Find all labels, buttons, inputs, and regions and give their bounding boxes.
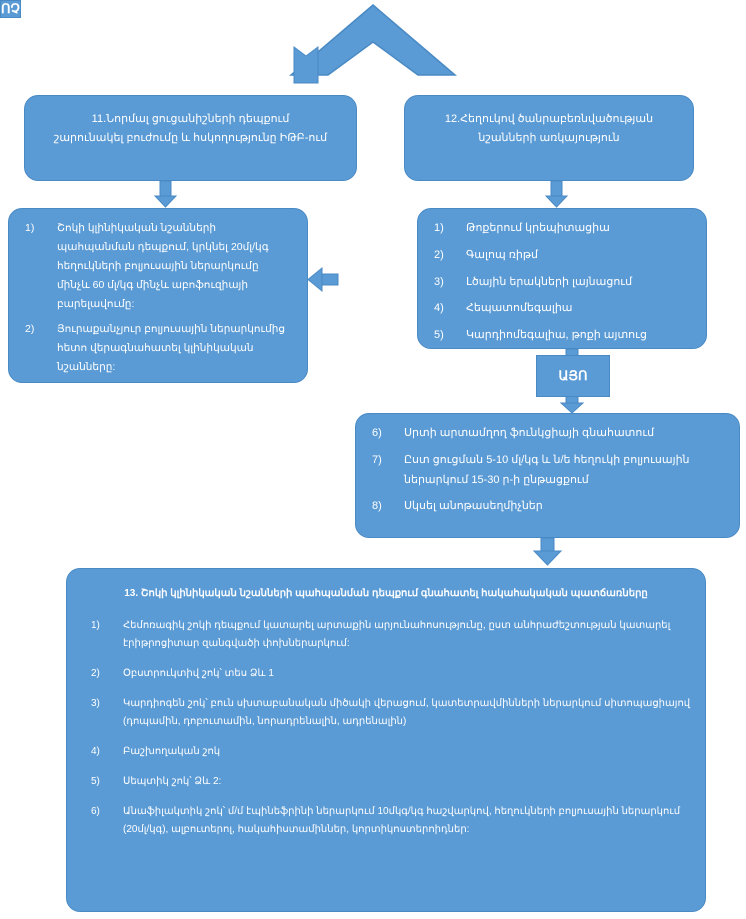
list-item-text: Հեպատոմեգալիա: [466, 302, 573, 315]
step-12-line-2: նշանների առկայություն: [478, 132, 620, 145]
list-item-number: 1): [91, 619, 100, 631]
bottom-box-list: [81, 617, 691, 839]
arrow-midbox-to-bottombox: [534, 538, 561, 565]
list-item-number: 7): [372, 453, 382, 466]
step-13-title: 13. Շոկի կլինիկական նշանների պահպանման դեպքում գնահատել հակահակական պատճառները: [124, 588, 648, 599]
step-12-line-1: 12.Հեղուկով ծանրաբեռնվածության: [444, 113, 654, 125]
node-cardiac-assessment-actions: [355, 413, 740, 538]
list-item-number: 5): [434, 329, 444, 342]
list-item: [81, 803, 691, 839]
list-item-number: 4): [91, 745, 100, 757]
list-item: [432, 246, 692, 266]
list-item-number: 1): [434, 222, 444, 234]
list-item: [81, 743, 691, 761]
list-item-number: 2): [434, 248, 444, 261]
list-item-text: Կարդիոմեգալիա, թոքի այտուց: [466, 329, 647, 342]
list-item-text: Հեմոռագիկ շոկի դեպքում կատարել արտաքին արյունահոսությունը, ըստ անհրաժեշտության կատարել էրիթրոցիտար զանգվածի փոխներարկում:: [123, 619, 671, 649]
node-overload-signs-list: [417, 208, 707, 349]
step-11-line-1: 11.Նորմալ ցուցանիշների դեպքում: [91, 113, 290, 125]
list-item-number: 6): [91, 805, 100, 817]
list-item-text: Յուրաքանչյուր բոլյուսային ներարկումից հետո վերագնահատել կլինիկական նշանները:: [57, 323, 286, 374]
node-step-11: [24, 95, 357, 181]
list-item: [23, 320, 293, 377]
list-item-text: Լծային երակների լայնացում: [466, 275, 633, 288]
list-item: [81, 665, 691, 683]
list-item: [370, 424, 725, 444]
list-item: [432, 299, 692, 319]
list-item-number: 5): [91, 775, 100, 787]
list-item-number: 4): [434, 302, 444, 315]
list-item: [432, 273, 692, 293]
list-item-text: Սկսել անոթասեղմիչներ: [404, 500, 543, 513]
list-item-number: 1): [25, 222, 35, 234]
list-item-text: Թոքերում կրեպիտացիա: [466, 222, 610, 234]
list-item: [432, 326, 692, 346]
list-item: [370, 451, 725, 491]
node-shock-persistence-actions: [8, 208, 308, 383]
node-step-13-causes: [66, 568, 706, 912]
list-item-number: 8): [372, 500, 382, 513]
list-item-text: Սրտի արտամղող ֆունկցիայի գնահատում: [404, 427, 655, 439]
list-item-text: Բաշխողական շոկ: [123, 745, 221, 757]
list-item-text: Կարդիոգեն շոկ՝ բուն սխտաբանական միծակի վերացում, կատետրավմինների ներարկում սիտոպացիայով (դոպամին, դոբուտամին, նորադրենալին, ադրենալին): [123, 697, 691, 727]
list-item-number: 2): [91, 667, 100, 679]
right-box-list: [432, 219, 692, 346]
list-item: [81, 773, 691, 791]
list-item-text: Օբստրուկտիվ շոկ՝ տես Ձև 1: [123, 667, 274, 679]
list-item-text: Գալոպ ռիթմ: [466, 248, 538, 261]
arrow-step12-to-rightbox: [546, 181, 567, 207]
list-item: [81, 617, 691, 653]
list-item-number: 2): [25, 323, 35, 336]
mid-box-list: [370, 424, 725, 517]
list-item-number: 3): [434, 275, 444, 288]
list-item-text: Շոկի կլինիկական նշանների պահպանման դեպքում, կրկնել 20մլ/կգ հեղուկների բոլյուսային ներարկումը մինչև 60 մլ/կգ մինչև աբոֆուզիայի բարելավումը:: [57, 222, 269, 310]
step-11-line-2: շարունակել բուժումը և հսկողությունը ԻԹԲ-ում: [53, 132, 328, 145]
decision-label-yes: ԱՅՈ: [536, 355, 610, 397]
list-item: [370, 497, 725, 517]
node-step-12: [404, 95, 694, 181]
left-box-list: [23, 219, 293, 377]
list-item-text: Սեպտիկ շոկ՝ Ձև 2:: [123, 775, 222, 787]
split-chevron-icon: [291, 5, 455, 75]
decision-label-no: ՈՉ: [1, 1, 20, 16]
list-item-text: Անաֆիլակտիկ շոկ՝ մ/մ էպինեֆրինի ներարկում 10մկգ/կգ հաշվարկով, հեղուկների բոլյուսային ներարկում (20մլ/կգ), ալբուտերոլ, հակահիստամիններ, կորտիկոստերոիդներ:: [123, 805, 681, 835]
list-item-number: 3): [91, 697, 100, 709]
list-item: [23, 219, 293, 313]
list-item: [81, 695, 691, 731]
arrow-no-to-leftbox: [308, 268, 338, 291]
arrow-step11-to-leftbox: [155, 181, 176, 207]
list-item-text: Ըստ ցուցման 5-10 մլ/կգ և ն/ե հեղուկի բոլյուսային ներարկում 15-30 ր-ի ընթացքում: [404, 453, 690, 486]
list-item-number: 6): [372, 427, 382, 439]
list-item: [432, 219, 692, 239]
